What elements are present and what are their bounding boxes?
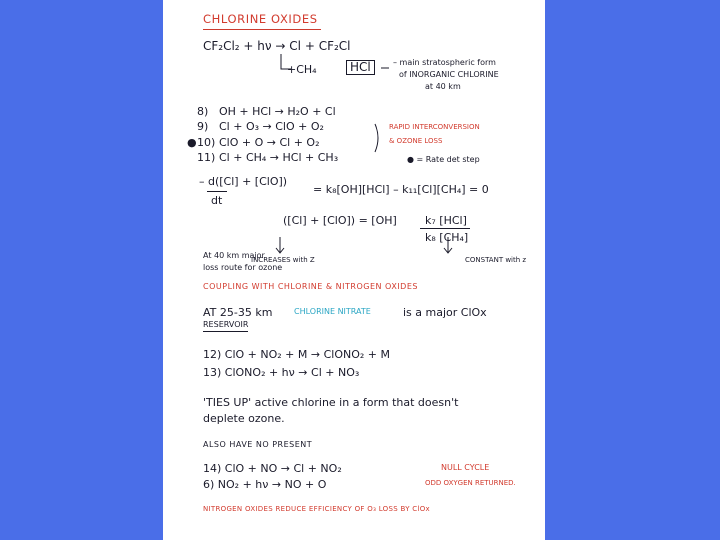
rate-det-note: ● = Rate det step [407,155,480,164]
rate-balance-equation: = k₈[OH][HCl] – k₁₁[Cl][CH₄] = 0 [313,183,489,196]
increases-with-z: INCREASES with Z [251,256,315,264]
at-25km-suffix: is a major ClOx [403,306,487,319]
rate-det-bullet: ● [187,136,197,149]
reaction-11-num: 11) [197,151,216,164]
nitrogen-efficiency-note: NITROGEN OXIDES REDUCE EFFICIENCY OF O₃ LOSS BY ClOx [203,505,430,513]
also-have-no: ALSO HAVE NO PRESENT [203,440,313,449]
reaction-14: 14) ClO + NO → Cl + NO₂ [203,462,342,475]
at-25km-prefix: AT 25-35 km [203,306,273,319]
reaction-9-num: 9) [197,120,209,133]
ties-up-line-2: deplete ozone. [203,412,285,425]
chlorine-nitrate-label: CHLORINE NITRATE [294,307,371,316]
derivative-denominator: dt [211,194,223,207]
reaction-6: 6) NO₂ + hν → NO + O [203,478,327,491]
ratio-numerator: k₇ [HCl] [425,214,467,227]
main-form-line-1: – main stratospheric form [393,58,496,67]
ozone-loss-note: & OZONE LOSS [389,137,443,145]
ties-up-line-1: 'TIES UP' active chlorine in a form that doesn't [203,396,459,409]
reaction-10-num: 10) [197,136,216,149]
reaction-12: 12) ClO + NO₂ + M → ClONO₂ + M [203,348,390,361]
ratio-fraction-line [420,228,470,229]
null-cycle-note: NULL CYCLE [441,463,490,472]
ratio-denominator: k₈ [CH₄] [425,231,469,244]
reaction-8: OH + HCl → H₂O + Cl [219,105,336,118]
main-form-line-3: at 40 km [425,82,461,91]
rapid-interconversion: RAPID INTERCONVERSION [389,123,480,131]
reaction-11: Cl + CH₄ → HCl + CH₃ [219,151,339,164]
reaction-8-num: 8) [197,105,209,118]
reaction-13: 13) ClONO₂ + hν → Cl + NO₃ [203,366,360,379]
main-form-line-2: of INORGANIC CHLORINE [399,70,499,79]
reaction-9: Cl + O₃ → ClO + O₂ [219,120,324,133]
reservoir-label: RESERVOIR [203,320,248,332]
handwritten-notes-page [163,0,545,540]
page-title: CHLORINE OXIDES [203,12,318,26]
coupling-heading: COUPLING WITH CHLORINE & NITROGEN OXIDES [203,282,418,291]
hcl-box: HCl [346,60,375,75]
at-40km-line-2: loss route for ozone [203,263,283,272]
main-reaction: CF₂Cl₂ + hν → Cl + CF₂Cl [203,39,351,53]
derivative-numerator: – d([Cl] + [ClO]) [199,175,288,188]
constant-with-z: CONSTANT with z [465,256,527,264]
derivative-fraction-line [207,191,227,192]
reaction-10: ClO + O → Cl + O₂ [219,136,320,149]
odd-oxygen-note: ODD OXYGEN RETURNED. [425,479,516,487]
ratio-lhs: ([Cl] + [ClO]) = [OH] [283,214,397,227]
ch4-step: +CH₄ [287,63,317,76]
at-40km-line-1: At 40 km major [203,251,265,260]
